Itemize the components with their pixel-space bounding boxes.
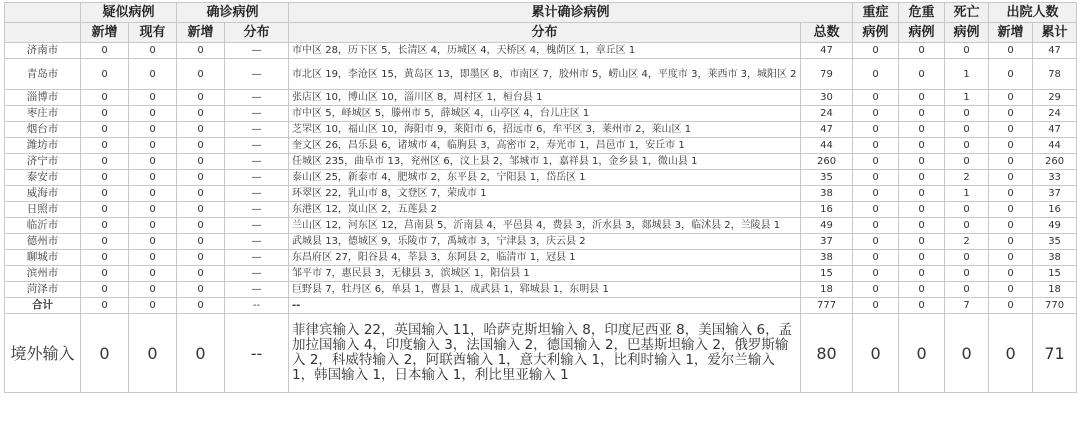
- cell-city: 枣庄市: [5, 106, 81, 122]
- cell-death: 0: [945, 282, 989, 298]
- cell-dist: 东港区 12，岚山区 2，五莲县 2: [289, 202, 801, 218]
- cell-sus-cur: 0: [129, 154, 177, 170]
- cell-conf-new: 0: [177, 202, 225, 218]
- cell-sus-cur: 0: [129, 218, 177, 234]
- cell-disch-total: 770: [1033, 298, 1077, 314]
- cell-severe: 0: [853, 298, 899, 314]
- cell-severe: 0: [853, 170, 899, 186]
- cell-death: 0: [945, 138, 989, 154]
- cell-conf-new: 0: [177, 59, 225, 90]
- cell-disch-new: 0: [989, 154, 1033, 170]
- cell-disch-new: 0: [989, 106, 1033, 122]
- cell-disch-new: 0: [989, 266, 1033, 282]
- cell-conf-dist: —: [225, 122, 289, 138]
- cell-sus-new: 0: [81, 106, 129, 122]
- table-row: [5, 154, 1077, 170]
- cell-disch-new: 0: [989, 90, 1033, 106]
- table-row: [5, 202, 1077, 218]
- cell-disch-total: 78: [1033, 59, 1077, 90]
- cell-city: 威海市: [5, 186, 81, 202]
- header-confirmed: 确诊病例: [177, 3, 289, 23]
- cell-dist: 东昌府区 27，阳谷县 4，莘县 3，东阿县 2，临清市 1，冠县 1: [289, 250, 801, 266]
- cell-disch-new: 0: [989, 250, 1033, 266]
- cell-disch-total: 24: [1033, 106, 1077, 122]
- cell-dist: 张店区 10，博山区 10，淄川区 8，周村区 1，桓台县 1: [289, 90, 801, 106]
- cell-disch-total: 37: [1033, 186, 1077, 202]
- cell-conf-new: 0: [177, 250, 225, 266]
- cell-sus-new: 0: [81, 266, 129, 282]
- header-row-1: [5, 3, 1077, 23]
- cell-death: 0: [945, 250, 989, 266]
- cell-disch-new: 0: [989, 138, 1033, 154]
- header-disch-total: 累计: [1033, 23, 1077, 43]
- cell-death: 0: [945, 266, 989, 282]
- cell-disch-total: 33: [1033, 170, 1077, 186]
- cell-conf-new: 0: [177, 218, 225, 234]
- cell-severe: 0: [853, 202, 899, 218]
- cell-total: 38: [801, 186, 853, 202]
- table-row: [5, 43, 1077, 59]
- header-disch-new: 新增: [989, 23, 1033, 43]
- header-critical: 危重: [899, 3, 945, 23]
- cell-disch-total: 44: [1033, 138, 1077, 154]
- table-row: [5, 218, 1077, 234]
- header-discharged: 出院人数: [989, 3, 1077, 23]
- cell-death: 2: [945, 170, 989, 186]
- cell-conf-new: 0: [177, 106, 225, 122]
- cell-dist: 奎文区 26，昌乐县 6，诸城市 4，临朐县 3，高密市 2，寿光市 1，昌邑市 1，安丘市 1: [289, 138, 801, 154]
- cell-total: 47: [801, 43, 853, 59]
- cell-total: 260: [801, 154, 853, 170]
- cell-sus-new: 0: [81, 298, 129, 314]
- cell-dist: 兰山区 12，河东区 12，莒南县 5，沂南县 4，平邑县 4，费县 3，沂水县 3，郯城县 3，临沭县 2，兰陵县 1: [289, 218, 801, 234]
- cell-critical: 0: [899, 314, 945, 393]
- cell-disch-total: 49: [1033, 218, 1077, 234]
- header-blank: [5, 3, 81, 23]
- cell-sus-cur: 0: [129, 43, 177, 59]
- cell-conf-dist: —: [225, 282, 289, 298]
- cell-city: 潍坊市: [5, 138, 81, 154]
- cell-critical: 0: [899, 218, 945, 234]
- cell-disch-new: 0: [989, 298, 1033, 314]
- cell-conf-new: 0: [177, 282, 225, 298]
- cell-total: 30: [801, 90, 853, 106]
- cell-conf-dist: —: [225, 138, 289, 154]
- cell-conf-dist: —: [225, 234, 289, 250]
- cell-disch-total: 71: [1033, 314, 1077, 393]
- cell-sus-cur: 0: [129, 59, 177, 90]
- cell-severe: 0: [853, 122, 899, 138]
- cell-conf-dist: —: [225, 202, 289, 218]
- table-row: [5, 138, 1077, 154]
- cell-conf-dist: --: [225, 298, 289, 314]
- header-blank-2: [5, 23, 81, 43]
- cell-sus-cur: 0: [129, 314, 177, 393]
- cell-city: 济南市: [5, 43, 81, 59]
- header-severe-cases: 病例: [853, 23, 899, 43]
- table-row: [5, 282, 1077, 298]
- cell-critical: 0: [899, 90, 945, 106]
- cell-sus-new: 0: [81, 43, 129, 59]
- cell-city: 青岛市: [5, 59, 81, 90]
- cell-total: 777: [801, 298, 853, 314]
- cell-critical: 0: [899, 266, 945, 282]
- cell-sus-cur: 0: [129, 170, 177, 186]
- cell-death: 0: [945, 154, 989, 170]
- cell-death: 0: [945, 122, 989, 138]
- cell-death: 1: [945, 59, 989, 90]
- cell-critical: 0: [899, 138, 945, 154]
- cell-death: 7: [945, 298, 989, 314]
- cell-critical: 0: [899, 170, 945, 186]
- cell-critical: 0: [899, 186, 945, 202]
- cell-sus-new: 0: [81, 154, 129, 170]
- cell-conf-dist: —: [225, 43, 289, 59]
- cell-sus-cur: 0: [129, 106, 177, 122]
- cell-dist: 市北区 19，李沧区 15，黄岛区 13，即墨区 8，市南区 7，胶州市 5，崂山区 4，平度市 3，莱西市 3，城阳区 2: [289, 59, 801, 90]
- cell-critical: 0: [899, 298, 945, 314]
- cell-conf-new: 0: [177, 298, 225, 314]
- cell-city: 淄博市: [5, 90, 81, 106]
- header-death: 死亡: [945, 3, 989, 23]
- table-row: [5, 186, 1077, 202]
- cell-conf-new: 0: [177, 234, 225, 250]
- cell-dist: 市中区 5，峄城区 5，滕州市 5，薛城区 4，山亭区 4，台儿庄区 1: [289, 106, 801, 122]
- cell-critical: 0: [899, 250, 945, 266]
- cell-sus-cur: 0: [129, 234, 177, 250]
- cell-total: 38: [801, 250, 853, 266]
- cell-sus-new: 0: [81, 122, 129, 138]
- header-conf-distribution: 分布: [225, 23, 289, 43]
- cell-city: 临沂市: [5, 218, 81, 234]
- cell-conf-dist: —: [225, 59, 289, 90]
- cell-death: 1: [945, 90, 989, 106]
- cell-severe: 0: [853, 218, 899, 234]
- covid-case-table: [4, 2, 1077, 393]
- cell-disch-new: 0: [989, 170, 1033, 186]
- cell-disch-new: 0: [989, 314, 1033, 393]
- cell-sus-new: 0: [81, 59, 129, 90]
- cell-disch-total: 15: [1033, 266, 1077, 282]
- cell-dist: 菲律宾输入 22，英国输入 11，哈萨克斯坦输入 8，印度尼西亚 8，美国输入 6，孟加拉国输入 4，印度输入 3，法国输入 2，德国输入 2，巴基斯坦输入 2，俄罗斯输入 2，科威特输入 2，阿联酋输入 1，意大利输入 1，比利时输入 1，爱尔兰输入 1，韩国输入 1，日本输入 1，利比里亚输入 1: [289, 314, 801, 393]
- table-row: [5, 170, 1077, 186]
- cell-conf-new: 0: [177, 90, 225, 106]
- cell-sus-new: 0: [81, 170, 129, 186]
- header-suspected: 疑似病例: [81, 3, 177, 23]
- cell-conf-new: 0: [177, 186, 225, 202]
- header-total: 总数: [801, 23, 853, 43]
- cell-sus-cur: 0: [129, 138, 177, 154]
- cell-disch-new: 0: [989, 282, 1033, 298]
- cell-dist: 环翠区 22，乳山市 8，文登区 7，荣成市 1: [289, 186, 801, 202]
- cell-conf-dist: —: [225, 106, 289, 122]
- header-conf-new: 新增: [177, 23, 225, 43]
- cell-sus-new: 0: [81, 90, 129, 106]
- cell-sus-new: 0: [81, 234, 129, 250]
- header-row-2: [5, 23, 1077, 43]
- cell-city: 日照市: [5, 202, 81, 218]
- table-row: [5, 122, 1077, 138]
- table-row: [5, 234, 1077, 250]
- cell-dist: 武城县 13，德城区 9，乐陵市 7，禹城市 3，宁津县 3，庆云县 2: [289, 234, 801, 250]
- cell-city: 境外输入: [5, 314, 81, 393]
- cell-dist: 芝罘区 10，福山区 10，海阳市 9，莱阳市 6，招远市 6，牟平区 3，莱州市 2，莱山区 1: [289, 122, 801, 138]
- header-cumulative: 累计确诊病例: [289, 3, 853, 23]
- cell-conf-new: 0: [177, 314, 225, 393]
- cell-critical: 0: [899, 122, 945, 138]
- cell-total: 35: [801, 170, 853, 186]
- cell-sus-cur: 0: [129, 282, 177, 298]
- cell-disch-total: 18: [1033, 282, 1077, 298]
- cell-sus-new: 0: [81, 282, 129, 298]
- table-row: [5, 266, 1077, 282]
- cell-death: 0: [945, 43, 989, 59]
- cell-death: 0: [945, 314, 989, 393]
- cell-severe: 0: [853, 154, 899, 170]
- cell-total: 15: [801, 266, 853, 282]
- cell-sus-cur: 0: [129, 90, 177, 106]
- cell-sus-cur: 0: [129, 250, 177, 266]
- cell-death: 1: [945, 186, 989, 202]
- table-row: [5, 106, 1077, 122]
- cell-dist: 市中区 28，历下区 5，长清区 4，历城区 4，天桥区 4，槐荫区 1，章丘区 1: [289, 43, 801, 59]
- cell-city: 菏泽市: [5, 282, 81, 298]
- cell-conf-dist: —: [225, 266, 289, 282]
- cell-conf-dist: —: [225, 250, 289, 266]
- cell-severe: 0: [853, 186, 899, 202]
- cell-disch-new: 0: [989, 186, 1033, 202]
- cell-total: 44: [801, 138, 853, 154]
- cell-severe: 0: [853, 282, 899, 298]
- header-severe: 重症: [853, 3, 899, 23]
- cell-severe: 0: [853, 234, 899, 250]
- cell-death: 2: [945, 234, 989, 250]
- cell-critical: 0: [899, 202, 945, 218]
- cell-conf-new: 0: [177, 138, 225, 154]
- cell-dist: 泰山区 25，新泰市 4，肥城市 2，东平县 2，宁阳县 1，岱岳区 1: [289, 170, 801, 186]
- total-row: [5, 298, 1077, 314]
- cell-sus-new: 0: [81, 218, 129, 234]
- header-sus-current: 现有: [129, 23, 177, 43]
- cell-total: 80: [801, 314, 853, 393]
- table-row: [5, 250, 1077, 266]
- cell-disch-total: 16: [1033, 202, 1077, 218]
- cell-sus-new: 0: [81, 202, 129, 218]
- cell-conf-dist: —: [225, 186, 289, 202]
- cell-disch-total: 260: [1033, 154, 1077, 170]
- cell-severe: 0: [853, 138, 899, 154]
- cell-disch-total: 38: [1033, 250, 1077, 266]
- table-row: [5, 59, 1077, 90]
- cell-conf-dist: —: [225, 90, 289, 106]
- cell-total: 18: [801, 282, 853, 298]
- cell-conf-dist: —: [225, 170, 289, 186]
- cell-conf-new: 0: [177, 154, 225, 170]
- table-body: [5, 43, 1077, 393]
- cell-total: 24: [801, 106, 853, 122]
- cell-conf-new: 0: [177, 266, 225, 282]
- cell-severe: 0: [853, 314, 899, 393]
- cell-death: 0: [945, 106, 989, 122]
- cell-sus-cur: 0: [129, 266, 177, 282]
- cell-city: 济宁市: [5, 154, 81, 170]
- cell-sus-new: 0: [81, 186, 129, 202]
- cell-disch-new: 0: [989, 234, 1033, 250]
- cell-conf-dist: —: [225, 218, 289, 234]
- cell-critical: 0: [899, 282, 945, 298]
- cell-conf-new: 0: [177, 170, 225, 186]
- header-death-cases: 病例: [945, 23, 989, 43]
- cell-city: 滨州市: [5, 266, 81, 282]
- cell-sus-new: 0: [81, 250, 129, 266]
- cell-city: 泰安市: [5, 170, 81, 186]
- cell-severe: 0: [853, 250, 899, 266]
- cell-critical: 0: [899, 106, 945, 122]
- cell-critical: 0: [899, 59, 945, 90]
- cell-disch-new: 0: [989, 43, 1033, 59]
- cell-total: 79: [801, 59, 853, 90]
- cell-city: 烟台市: [5, 122, 81, 138]
- cell-total: 47: [801, 122, 853, 138]
- cell-conf-dist: --: [225, 314, 289, 393]
- cell-disch-new: 0: [989, 218, 1033, 234]
- cell-dist: 巨野县 7，牡丹区 6，单县 1，曹县 1，成武县 1，郓城县 1，东明县 1: [289, 282, 801, 298]
- cell-disch-new: 0: [989, 122, 1033, 138]
- cell-dist: --: [289, 298, 801, 314]
- cell-disch-total: 47: [1033, 122, 1077, 138]
- cell-conf-new: 0: [177, 43, 225, 59]
- header-sus-new: 新增: [81, 23, 129, 43]
- cell-critical: 0: [899, 234, 945, 250]
- cell-total: 16: [801, 202, 853, 218]
- cell-sus-new: 0: [81, 138, 129, 154]
- cell-sus-cur: 0: [129, 186, 177, 202]
- cell-city: 德州市: [5, 234, 81, 250]
- cell-death: 0: [945, 202, 989, 218]
- cell-severe: 0: [853, 59, 899, 90]
- cell-total: 49: [801, 218, 853, 234]
- cell-disch-total: 47: [1033, 43, 1077, 59]
- cell-disch-total: 29: [1033, 90, 1077, 106]
- table-row: [5, 90, 1077, 106]
- cell-sus-cur: 0: [129, 298, 177, 314]
- cell-disch-new: 0: [989, 202, 1033, 218]
- cell-sus-cur: 0: [129, 202, 177, 218]
- cell-dist: 邹平市 7，惠民县 3，无棣县 3，滨城区 1，阳信县 1: [289, 266, 801, 282]
- abroad-row: [5, 314, 1077, 393]
- cell-sus-cur: 0: [129, 122, 177, 138]
- cell-disch-new: 0: [989, 59, 1033, 90]
- cell-disch-total: 35: [1033, 234, 1077, 250]
- cell-conf-new: 0: [177, 122, 225, 138]
- header-cum-distribution: 分布: [289, 23, 801, 43]
- cell-severe: 0: [853, 106, 899, 122]
- cell-severe: 0: [853, 43, 899, 59]
- cell-conf-dist: —: [225, 154, 289, 170]
- cell-city: 聊城市: [5, 250, 81, 266]
- cell-city: 合计: [5, 298, 81, 314]
- cell-critical: 0: [899, 43, 945, 59]
- cell-death: 0: [945, 218, 989, 234]
- cell-critical: 0: [899, 154, 945, 170]
- cell-sus-new: 0: [81, 314, 129, 393]
- cell-dist: 任城区 235，曲阜市 13，兖州区 6，汶上县 2，邹城市 1，嘉祥县 1，金乡县 1，微山县 1: [289, 154, 801, 170]
- cell-severe: 0: [853, 266, 899, 282]
- header-critical-cases: 病例: [899, 23, 945, 43]
- cell-total: 37: [801, 234, 853, 250]
- cell-severe: 0: [853, 90, 899, 106]
